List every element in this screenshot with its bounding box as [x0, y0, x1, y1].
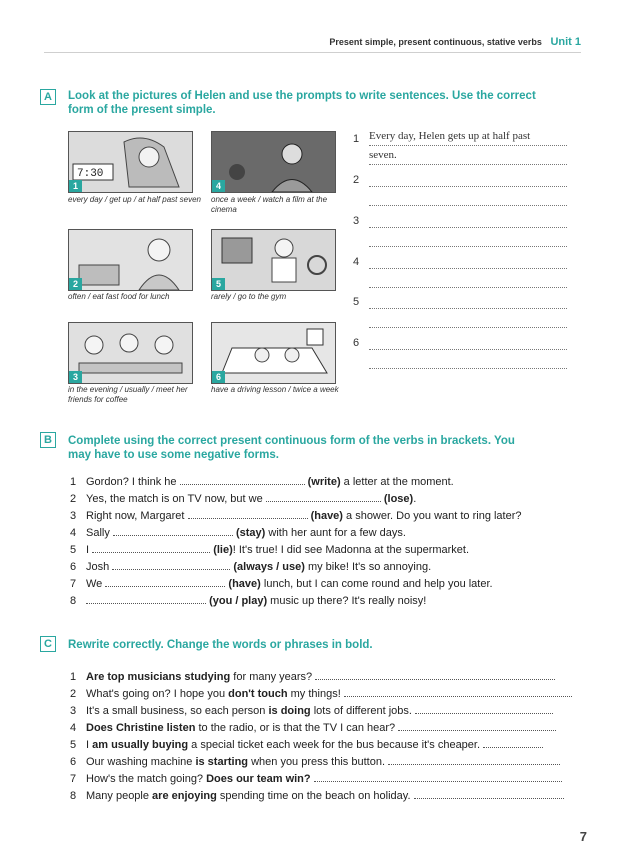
answer-line[interactable]	[369, 215, 567, 228]
answer-line[interactable]	[369, 234, 567, 247]
exercise-c-item: 5 I am usually buying a special ticket each week for the bus because it's cheaper.	[70, 738, 543, 751]
answer-blank[interactable]	[483, 738, 543, 748]
picture-2	[68, 229, 193, 291]
answer-line[interactable]	[369, 256, 567, 269]
picture-caption: in the evening / usually / meet her friends for coffee	[68, 385, 188, 404]
answer-number: 2	[353, 174, 360, 186]
picture-caption: every day / get up / at half past seven	[68, 195, 201, 204]
section-b-instruction: Complete using the correct present continuous form of the verbs in brackets. You may have to use some negative forms.	[68, 435, 515, 461]
exercise-b-item: 3 Right now, Margaret (have) a shower. Do you want to ring later?	[70, 510, 522, 522]
answer-line[interactable]	[369, 337, 567, 350]
answer-blank[interactable]	[315, 670, 555, 680]
header-rule	[44, 52, 581, 53]
picture-caption: often / eat fast food for lunch	[68, 292, 170, 301]
blank-line[interactable]	[113, 526, 233, 536]
section-c-badge: C	[40, 636, 56, 652]
answer-blank[interactable]	[415, 704, 553, 714]
section-a-badge: A	[40, 89, 56, 105]
picture-5	[211, 229, 336, 291]
answer-example-line2: seven.	[369, 149, 397, 161]
answer-line[interactable]	[369, 356, 567, 369]
exercise-c-item: 2 What's going on? I hope you don't touch my things!	[70, 687, 572, 700]
exercise-b-item: 2 Yes, the match is on TV now, but we (lose).	[70, 493, 417, 505]
exercise-b-item: 8 (you / play) music up there? It's really noisy!	[70, 595, 427, 607]
answer-line[interactable]	[369, 174, 567, 187]
fast-food-illustration	[69, 230, 192, 290]
exercise-b-item: 7 We (have) lunch, but I can come round and help you later.	[70, 578, 493, 590]
answer-number: 1	[353, 133, 360, 145]
picture-4	[211, 131, 336, 193]
exercise-b-item: 6 Josh (always / use) my bike! It's so annoying.	[70, 561, 432, 573]
answer-number: 4	[353, 256, 360, 268]
driving-lesson-illustration	[212, 323, 335, 383]
section-c-instruction: Rewrite correctly. Change the words or phrases in bold.	[68, 639, 373, 651]
blank-line[interactable]	[112, 560, 230, 570]
picture-caption: have a driving lesson / twice a week	[211, 385, 339, 394]
blank-line[interactable]	[92, 543, 210, 553]
alarm-clock-illustration	[69, 132, 192, 192]
answer-line[interactable]	[369, 193, 567, 206]
answer-blank[interactable]	[388, 755, 560, 765]
picture-1	[68, 131, 193, 193]
answer-line[interactable]	[369, 315, 567, 328]
exercise-c-item: 3 It's a small business, so each person is doing lots of different jobs.	[70, 704, 553, 717]
blank-line[interactable]	[180, 475, 305, 485]
header-title: Present simple, present continuous, stative verbs	[329, 37, 542, 47]
blank-line[interactable]	[86, 594, 206, 604]
exercise-b-item: 5 I (lie)! It's true! I did see Madonna at the supermarket.	[70, 544, 470, 556]
gym-illustration	[212, 230, 335, 290]
exercise-b-item: 4 Sally (stay) with her aunt for a few days.	[70, 527, 406, 539]
exercise-c-item: 6 Our washing machine is starting when you press this button.	[70, 755, 560, 768]
exercise-c-item: 4 Does Christine listen to the radio, or is that the TV I can hear?	[70, 721, 556, 734]
running-header	[329, 36, 581, 48]
answer-line[interactable]	[369, 275, 567, 288]
blank-line[interactable]	[266, 492, 381, 502]
exercise-b-item: 1 Gordon? I think he (write) a letter at the moment.	[70, 476, 454, 488]
picture-number: 4	[212, 180, 225, 192]
exercise-c-item: 7 How's the match going? Does our team win?	[70, 772, 562, 785]
picture-3	[68, 322, 193, 384]
header-unit: Unit 1	[550, 36, 581, 48]
answer-blank[interactable]	[314, 772, 562, 782]
exercise-c-item: 1 Are top musicians studying for many years?	[70, 670, 555, 683]
blank-line[interactable]	[188, 509, 308, 519]
answer-number: 6	[353, 337, 360, 349]
answer-blank[interactable]	[344, 687, 572, 697]
answer-line[interactable]	[369, 296, 567, 309]
friends-coffee-illustration	[69, 323, 192, 383]
exercise-c-item: 8 Many people are enjoying spending time on the beach on holiday.	[70, 789, 564, 802]
picture-caption: rarely / go to the gym	[211, 292, 287, 301]
section-a-instruction: Look at the pictures of Helen and use the prompts to write sentences. Use the correct form of the present simple.	[68, 90, 536, 116]
answer-line[interactable]	[369, 152, 567, 165]
clock-readout: 7:30	[77, 168, 104, 180]
picture-number: 2	[69, 278, 82, 290]
picture-caption: once a week / watch a film at the cinema	[211, 195, 328, 214]
blank-line[interactable]	[105, 577, 225, 587]
picture-number: 6	[212, 371, 225, 383]
picture-number: 3	[69, 371, 82, 383]
cinema-illustration	[212, 132, 335, 192]
picture-number: 1	[69, 180, 82, 192]
picture-number: 5	[212, 278, 225, 290]
picture-6	[211, 322, 336, 384]
answer-blank[interactable]	[398, 721, 556, 731]
answer-blank[interactable]	[414, 789, 564, 799]
section-b-badge: B	[40, 432, 56, 448]
answer-example-line1: Every day, Helen gets up at half past	[369, 130, 531, 142]
answer-number: 5	[353, 296, 360, 308]
answer-number: 3	[353, 215, 360, 227]
page-number: 7	[579, 829, 587, 844]
